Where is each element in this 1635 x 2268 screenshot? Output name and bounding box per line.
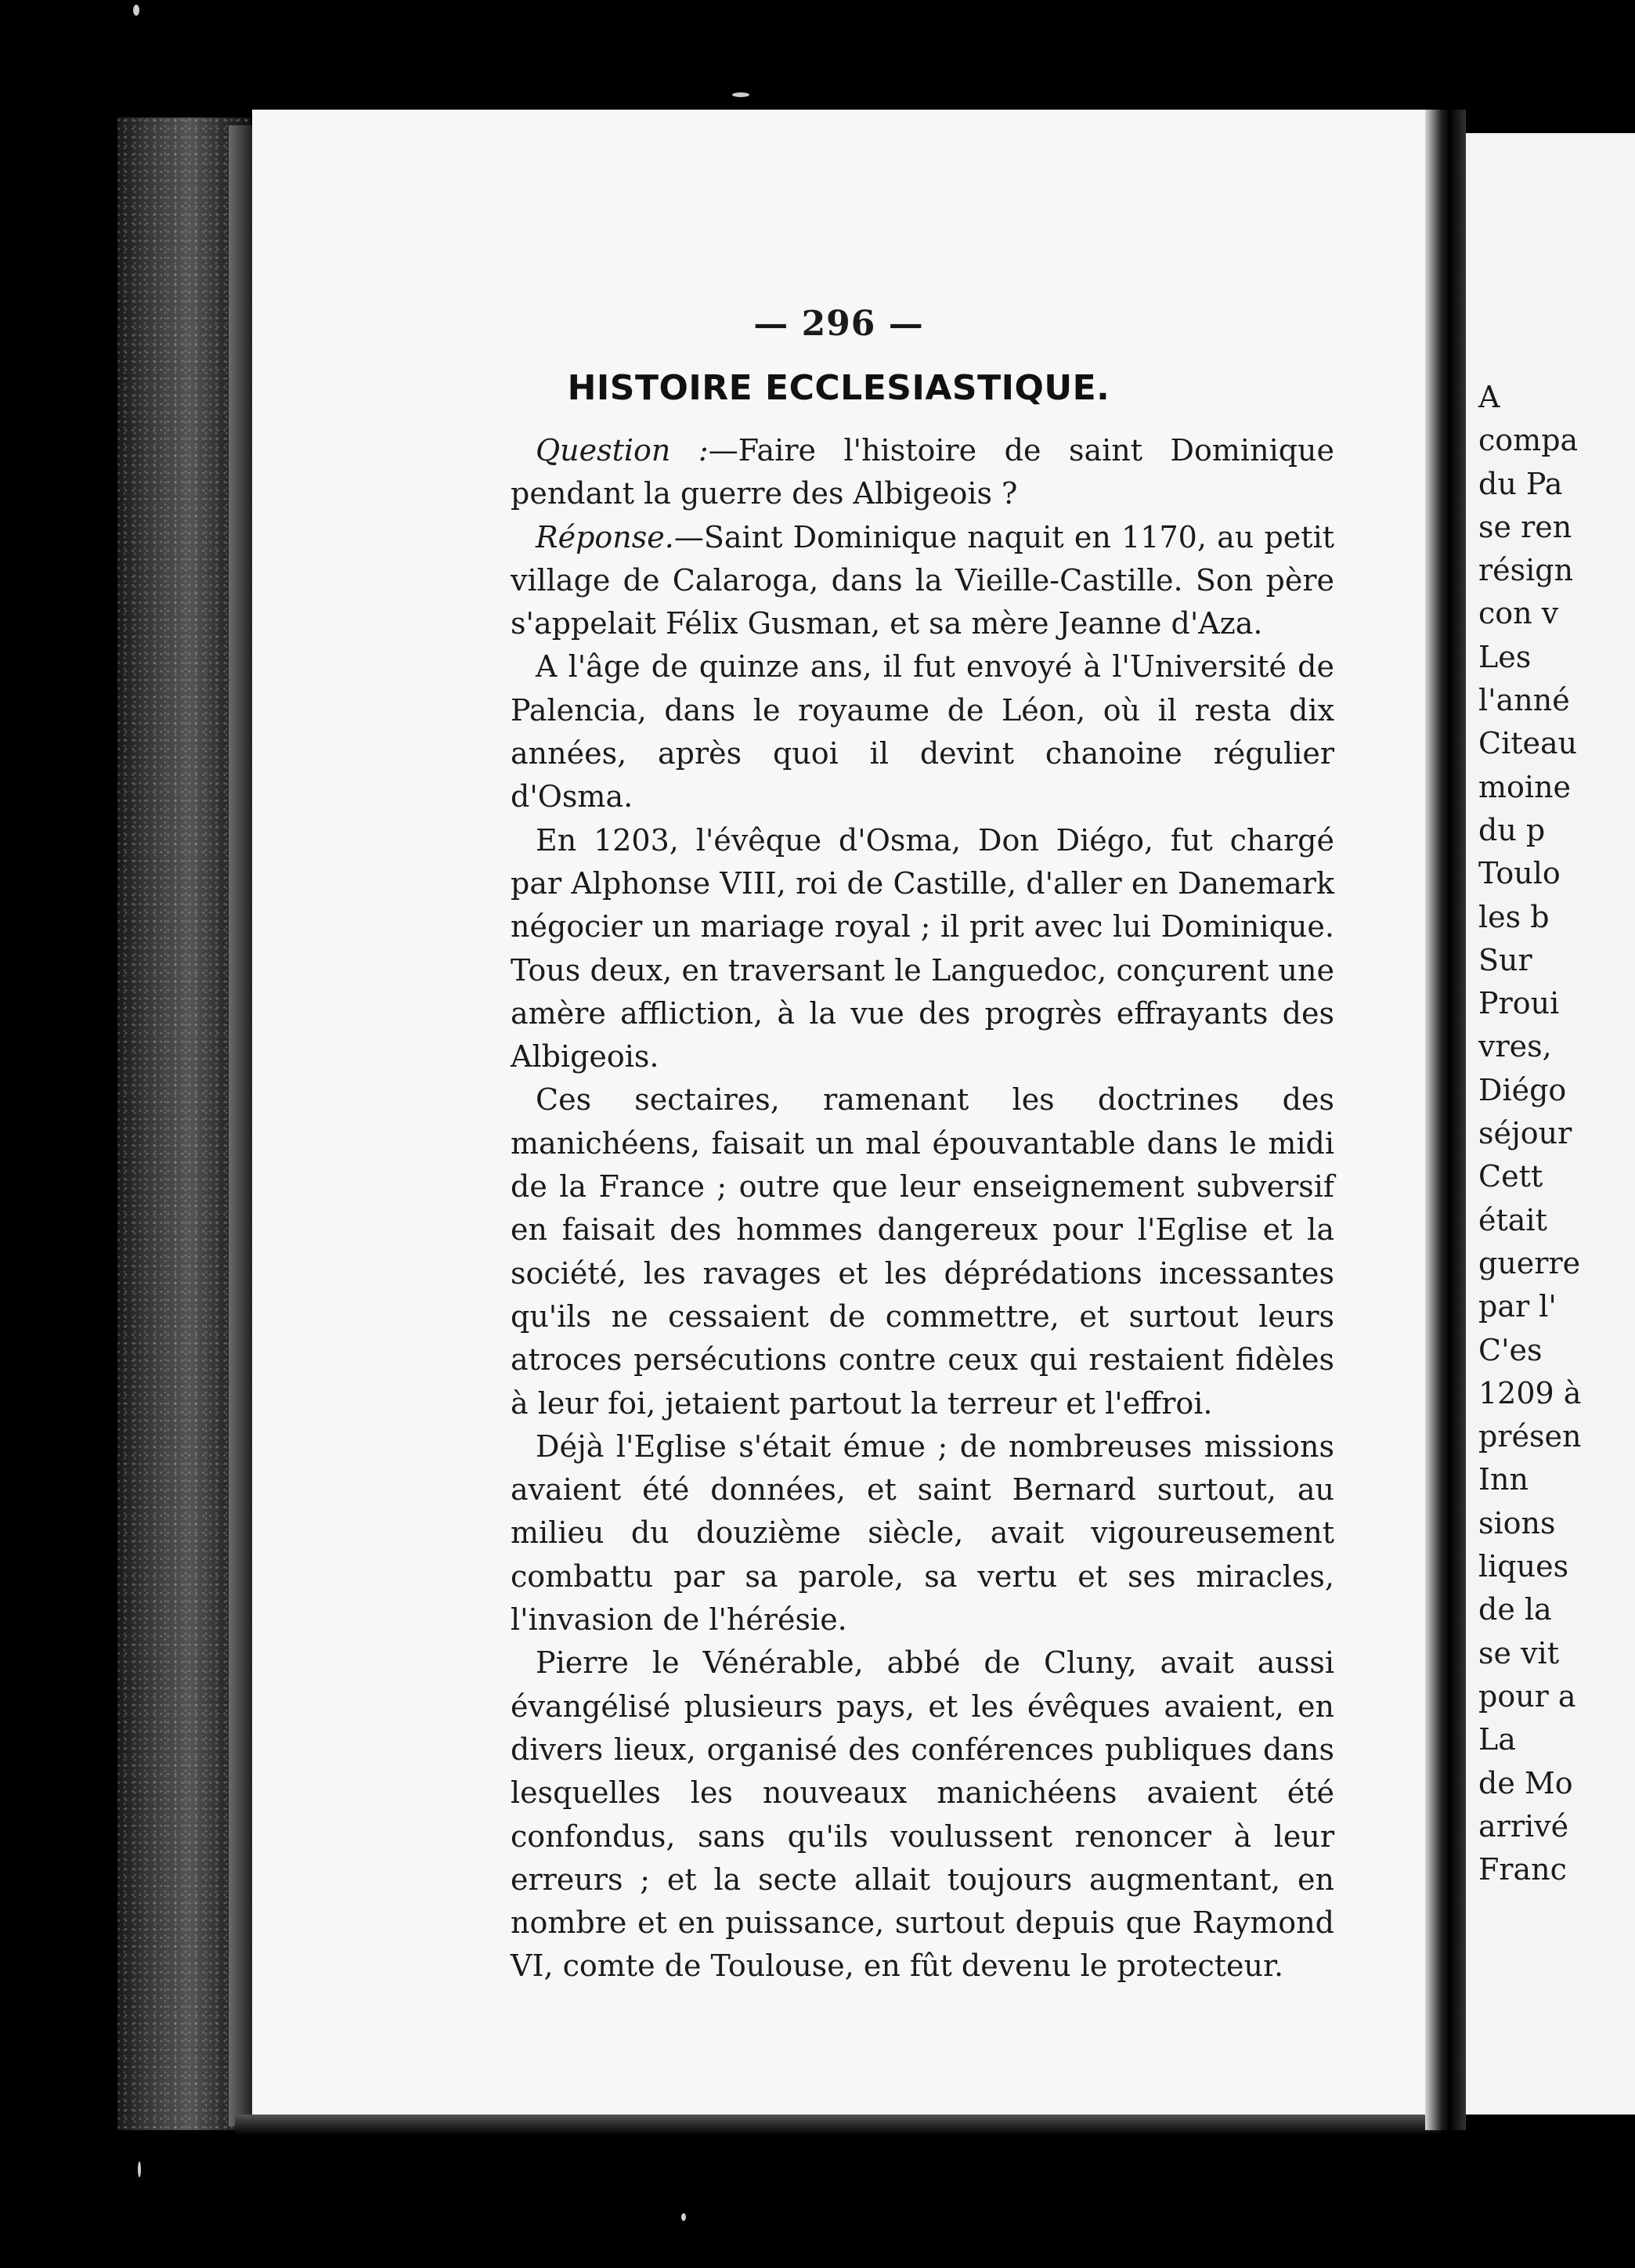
- next-page-line: C'es: [1478, 1332, 1543, 1367]
- next-page-line: Inn: [1478, 1462, 1529, 1497]
- next-page-text: [1478, 376, 1635, 1891]
- next-page-line: liques: [1478, 1549, 1569, 1584]
- next-page-line: de Mo: [1478, 1765, 1573, 1800]
- body-paragraph: Déjà l'Eglise s'était émue ; de nombreuses missions avaient été données, et saint Bernard surtout, au milieu du douzième siècle, avait vigoureusement combattu par sa parole, sa vertu et ses miracles, l'invasion de l'hérésie.: [511, 1428, 1334, 1638]
- question-paragraph: [511, 429, 1334, 516]
- dust-speck: [133, 5, 139, 16]
- next-page-line: A: [1478, 380, 1500, 414]
- next-page-line: arrivé: [1478, 1808, 1569, 1844]
- book-gutter: [1425, 110, 1466, 2130]
- next-page-line: con v: [1478, 596, 1559, 631]
- dust-speck: [681, 2213, 686, 2221]
- dust-speck: [732, 92, 749, 97]
- page-title: HISTOIRE ECCLESIASTIQUE.: [567, 368, 1110, 408]
- next-page-line: se vit: [1478, 1635, 1559, 1670]
- question-text: —Faire l'histoire de saint Dominique pendant la guerre des Albigeois ?: [511, 433, 1335, 511]
- answer-label: Réponse.: [536, 519, 674, 554]
- next-page-line: séjour: [1478, 1116, 1572, 1151]
- next-page-line: se ren: [1478, 509, 1572, 544]
- answer-paragraph: [511, 516, 1334, 646]
- next-page-line: compa: [1478, 423, 1579, 458]
- next-page-line: du Pa: [1478, 466, 1563, 501]
- next-page-line: du p: [1478, 812, 1546, 847]
- next-page-line: pour a: [1478, 1678, 1576, 1714]
- next-page-line: présen: [1478, 1419, 1582, 1454]
- scanned-page: [252, 110, 1425, 2115]
- question-label: Question :: [536, 433, 709, 468]
- next-page-line: Cett: [1478, 1159, 1543, 1194]
- next-page-line: Toulo: [1478, 856, 1561, 891]
- next-page-line: Diégo: [1478, 1072, 1567, 1107]
- page-number: — 296 —: [753, 304, 924, 344]
- body-paragraph: En 1203, l'évêque d'Osma, Don Diégo, fut chargé par Alphonse VIII, roi de Castille, d'aller en Danemark négocier un mariage royal ; il prit avec lui Dominique. Tous deux, en traversant le Languedoc, conçurent une amère affliction, à la vue des progrès effrayants des Albigeois.: [511, 822, 1334, 1074]
- page-bottom-shadow: [235, 2115, 1441, 2135]
- next-page-line: Les: [1478, 639, 1532, 674]
- next-page-line: sions: [1478, 1505, 1556, 1540]
- next-page-fragment: [1466, 133, 1635, 2115]
- next-page-line: était: [1478, 1202, 1547, 1237]
- next-page-line: résign: [1478, 553, 1574, 588]
- next-page-line: les b: [1478, 899, 1550, 934]
- answer-text: —Saint Dominique naquit en 1170, au petit village de Calaroga, dans la Vieille-Castille. Son père s'appelait Félix Gusman, et sa mère Jeanne d'Aza.: [511, 519, 1334, 641]
- body-paragraph: A l'âge de quinze ans, il fut envoyé à l'Université de Palencia, dans le royaume de Léon, où il resta dix années, après quoi il devint chanoine régulier d'Osma.: [511, 649, 1334, 814]
- next-page-line: par l': [1478, 1289, 1557, 1324]
- body-paragraph: Ces sectaires, ramenant les doctrines des manichéens, faisait un mal épouvantable dans le midi de la France ; outre que leur enseignement subversif en faisait des hommes dangereux pour l'Eglise et la société, les ravages et les déprédations incessantes qu'ils ne cessaient de commettre, et surtout leurs atroces persécutions contre ceux qui restaient fidèles à leur foi, jetaient partout la terreur et l'effroi.: [511, 1082, 1334, 1421]
- next-page-line: Franc: [1478, 1852, 1567, 1887]
- dust-speck: [138, 2161, 141, 2177]
- next-page-line: de la: [1478, 1592, 1552, 1627]
- next-page-line: La: [1478, 1722, 1516, 1757]
- body-paragraph: Pierre le Vénérable, abbé de Cluny, avait aussi évangélisé plusieurs pays, et les évêques avaient, en divers lieux, organisé des conférences publiques dans lesquelles les nouveaux manichéens avaient été confondus, sans qu'ils voulussent renoncer à leur erreurs ; et la secte allait toujours augmentant, en nombre et en puissance, surtout depuis que Raymond VI, comte de Toulouse, en fût devenu le protecteur.: [511, 1645, 1334, 1984]
- next-page-line: vres,: [1478, 1029, 1552, 1064]
- page-body: [511, 429, 1334, 1988]
- next-page-line: 1209 à: [1478, 1375, 1582, 1410]
- next-page-line: Citeau: [1478, 726, 1578, 761]
- next-page-line: Sur: [1478, 942, 1532, 977]
- next-page-line: Proui: [1478, 986, 1560, 1021]
- next-page-line: moine: [1478, 769, 1572, 804]
- next-page-line: guerre: [1478, 1245, 1581, 1280]
- next-page-line: l'anné: [1478, 683, 1570, 718]
- book-edge-shadow: [229, 125, 252, 2126]
